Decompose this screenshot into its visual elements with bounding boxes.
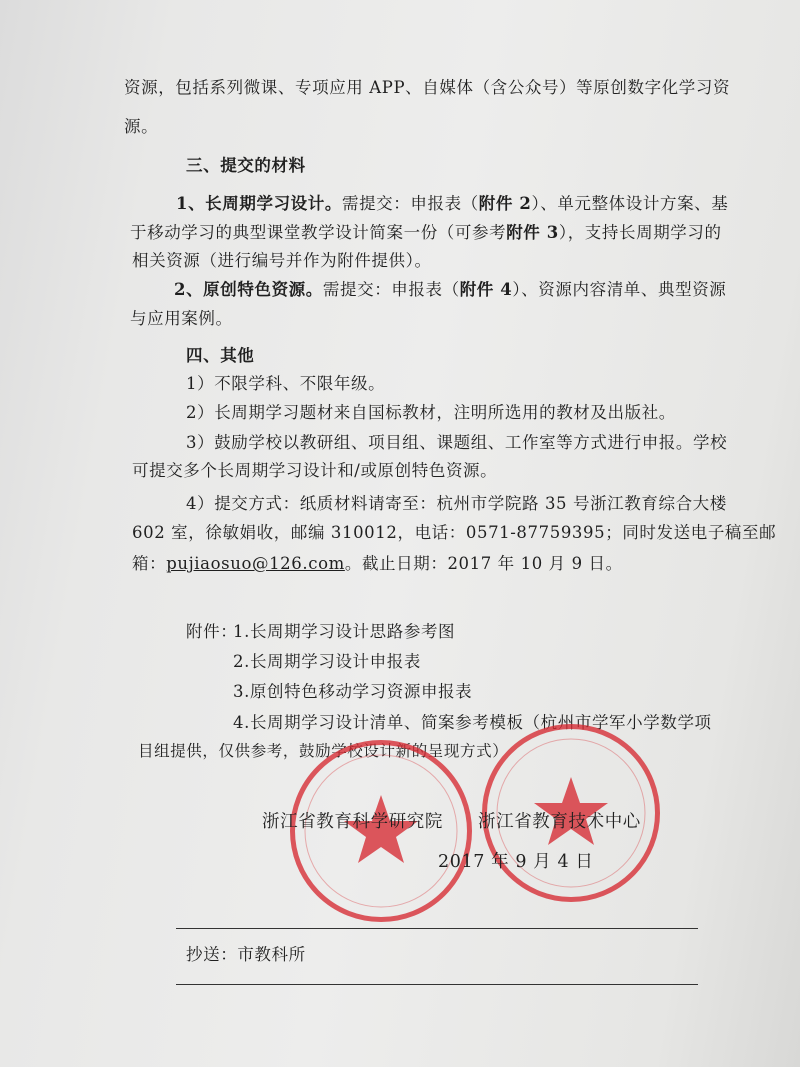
cc-top-rule (176, 928, 698, 929)
item-2-text-b: ）、资源内容清单、典型资源 (512, 280, 727, 299)
attachment-2: 2.长周期学习设计申报表 (233, 652, 421, 671)
item-1-line-2 (130, 223, 722, 243)
other-item-4-line-2: 602 室，徐敏娟收，邮编 310012，电话：0571-87759395；同时发送电子稿至邮 (132, 523, 777, 542)
item-1-attachment-ref: 附件 2 (478, 194, 532, 213)
other-item-2: 2）长周期学习题材来自国标教材，注明所选用的教材及出版社。 (186, 403, 676, 422)
item-1-l2-attachment-ref: 附件 3 (506, 223, 559, 242)
item-2-line-1 (174, 280, 726, 300)
item-1-title: 1、长周期学习设计。 (176, 194, 342, 213)
cc-label: 抄送： (186, 945, 238, 964)
item-1-l2-text-a: 于移动学习的典型课堂教学设计简案一份（可参考 (130, 223, 507, 242)
other-item-1: 1）不限学科、不限年级。 (186, 374, 386, 393)
item-1-line-1 (176, 194, 728, 214)
other-item-3-line-1: 3）鼓励学校以教研组、项目组、课题组、工作室等方式进行申报。学校 (186, 433, 728, 452)
item-1-text-a: 需提交：申报表（ (341, 194, 479, 213)
section-3-heading: 三、提交的材料 (186, 156, 306, 175)
resources-line-2: 源。 (124, 117, 159, 136)
cc-value: 市教科所 (237, 945, 306, 964)
item-1-line-3: 相关资源（进行编号并作为附件提供）。 (132, 251, 432, 270)
other-item-4-line-3 (132, 554, 623, 574)
attachment-4: 4.长周期学习设计清单、简案参考模板（杭州市学军小学数学项 (233, 713, 712, 732)
signature-date: 2017 年 9 月 4 日 (438, 852, 594, 872)
item-2-attachment-ref: 附件 4 (459, 280, 513, 299)
attachments-label: 附件： (186, 622, 238, 641)
item-1-text-b: ）、单元整体设计方案、基 (531, 194, 729, 213)
attachment-1: 1.长周期学习设计思路参考图 (233, 622, 456, 641)
deadline-text: 。截止日期：2017 年 10 月 9 日。 (344, 554, 623, 573)
cc-bottom-rule (176, 984, 698, 985)
resources-line-1: 资源，包括系列微课、专项应用 APP、自媒体（含公众号）等原创数字化学习资 (124, 78, 731, 97)
item-2-title: 2、原创特色资源。 (174, 280, 323, 299)
item-2-line-2: 与应用案例。 (130, 309, 233, 328)
item-2-text-a: 需提交：申报表（ (322, 280, 460, 299)
cc-line (186, 945, 306, 965)
other-item-4-line-1: 4）提交方式：纸质材料请寄至：杭州市学院路 35 号浙江教育综合大楼 (186, 494, 727, 513)
other-item-3-line-2: 可提交多个长周期学习设计和/或原创特色资源。 (132, 461, 498, 480)
email-link[interactable]: pujiaosuo@126.com (166, 554, 345, 573)
attachment-4-cont: 目组提供，仅供参考，鼓励学校设计新的呈现方式） (138, 742, 509, 760)
section-4-heading: 四、其他 (186, 346, 255, 365)
signer-org-1: 浙江省教育科学研究院 (262, 812, 443, 832)
attachment-3: 3.原创特色移动学习资源申报表 (233, 682, 473, 701)
item-1-l2-text-b: ），支持长周期学习的 (558, 223, 722, 242)
email-label: 箱： (132, 554, 167, 573)
signer-org-2: 浙江省教育技术中心 (478, 812, 641, 832)
